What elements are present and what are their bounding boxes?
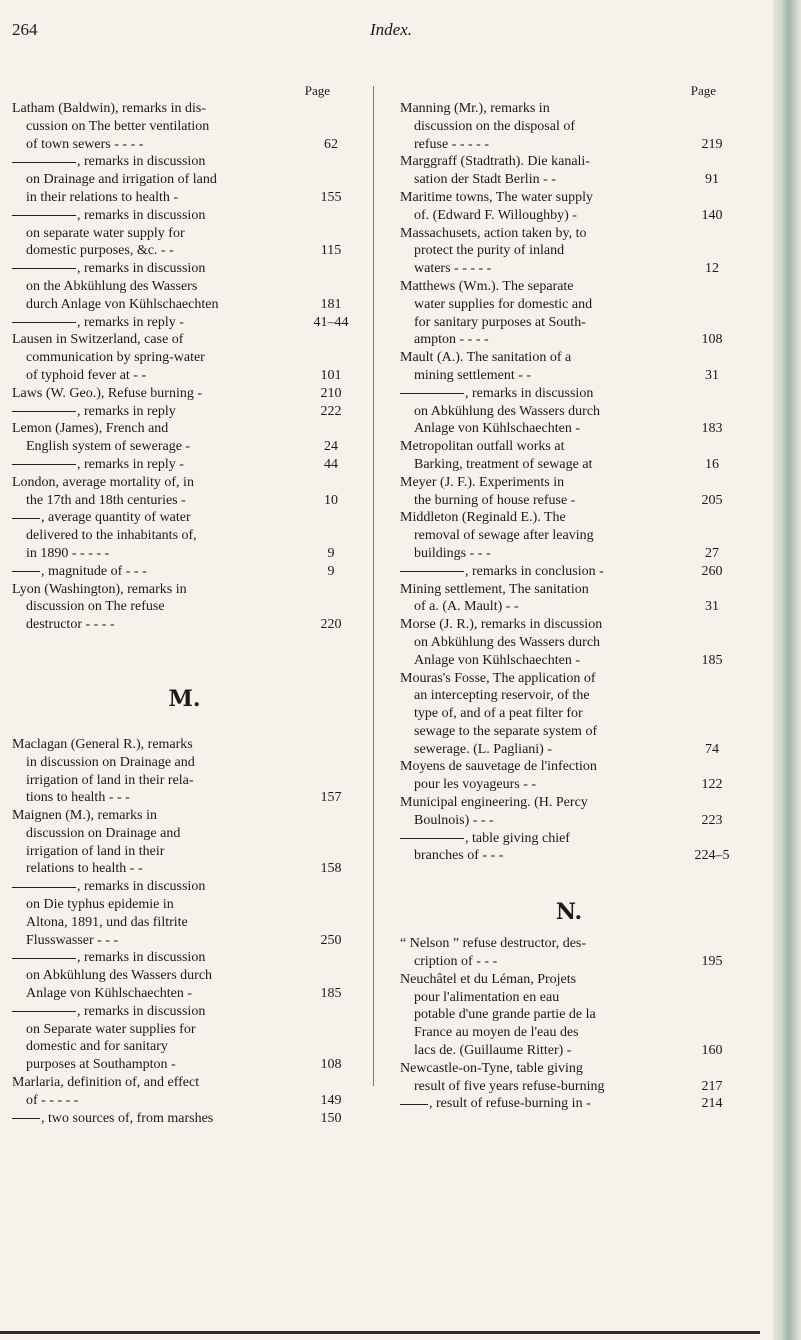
index-entry — [12, 581, 357, 634]
ditto-dash — [12, 958, 76, 959]
page-ref: 217 — [701, 1078, 723, 1094]
ditto-dash — [12, 215, 76, 216]
page-ref: 150 — [320, 1110, 342, 1126]
entry-text: Massachusets, action taken by, to — [400, 225, 587, 241]
entry-text: Marlaria, definition of, and effect — [12, 1075, 200, 1091]
entry-text: of - - - - - — [26, 1092, 79, 1108]
page-ref: 115 — [320, 243, 342, 259]
page-ref: 160 — [701, 1043, 723, 1059]
entry-text: Maignen (M.), remarks in — [12, 808, 158, 824]
page-ref: 91 — [705, 172, 719, 188]
page-ref: 205 — [701, 492, 723, 508]
ditto-dash — [12, 1011, 76, 1012]
entry-text: Lausen in Switzerland, case of — [12, 332, 184, 348]
index-entry — [12, 1003, 357, 1074]
left-column — [12, 82, 357, 1127]
entry-text: , remarks in reply - — [77, 456, 184, 472]
entry-text: Anlage von Kühlschaechten - — [414, 652, 580, 668]
entry-text: buildings - - - — [414, 545, 491, 561]
entry-text: Metropolitan outfall works at — [400, 439, 565, 455]
entry-text: of typhoid fever at - - — [26, 367, 147, 383]
page-ref: 195 — [701, 954, 723, 970]
page-ref: 44 — [324, 456, 338, 472]
entry-text: cription of - - - — [414, 954, 498, 970]
index-entry — [400, 1060, 738, 1096]
entry-text: Flusswasser - - - — [26, 932, 119, 948]
entry-text: delivered to the inhabitants of, — [26, 528, 197, 544]
entry-text: mining settlement - - — [414, 367, 532, 383]
index-entry — [12, 207, 357, 260]
index-entry — [400, 971, 738, 1060]
entry-text: of a. (A. Mault) - - — [414, 599, 519, 615]
index-entry — [12, 100, 357, 153]
entry-text: pour l'alimentation en eau — [414, 989, 560, 1005]
entry-text: Municipal engineering. (H. Percy — [400, 795, 588, 811]
entry-text: , remarks in discussion — [77, 879, 206, 895]
entry-text: potable d'une grande partie de la — [414, 1007, 596, 1023]
index-entry — [400, 385, 738, 438]
entry-text: for sanitary purposes at South- — [414, 314, 586, 330]
entry-text: in their relations to health - — [26, 189, 179, 205]
ditto-dash — [400, 838, 464, 839]
entry-text: domestic purposes, &c. - - — [26, 243, 174, 259]
entry-text: refuse - - - - - — [414, 136, 490, 152]
entry-text: destructor - - - - — [26, 617, 115, 633]
ditto-dash — [12, 411, 76, 412]
page-ref: 122 — [701, 777, 723, 793]
entry-text: discussion on the disposal of — [414, 118, 575, 134]
entry-text: , remarks in discussion — [77, 261, 206, 277]
page-ref: 185 — [701, 652, 723, 668]
entry-text: , magnitude of - - - — [41, 563, 147, 579]
entry-text: cussion on The better ventilation — [26, 118, 210, 134]
entry-text: irrigation of land in their — [26, 843, 165, 859]
entry-text: “ Nelson ” refuse destructor, des- — [400, 936, 587, 952]
page-ref: 31 — [705, 599, 719, 615]
page-ref: 250 — [320, 932, 342, 948]
page-ref: 74 — [705, 741, 719, 757]
entry-text: tions to health - - - — [26, 790, 130, 806]
page-ref: 183 — [701, 421, 723, 437]
bottom-rule — [0, 1331, 760, 1334]
ditto-dash — [12, 1118, 40, 1119]
index-entry — [12, 260, 357, 313]
entry-text: on the Abkühlung des Wassers — [26, 278, 198, 294]
entry-text: sewage to the separate system of — [414, 723, 598, 739]
ditto-dash — [400, 571, 464, 572]
entry-text: Latham (Baldwin), remarks in dis- — [12, 101, 207, 116]
entry-text: France au moyen de l'eau des — [414, 1025, 579, 1041]
page-ref: 157 — [320, 790, 342, 806]
page-ref: 210 — [320, 385, 342, 401]
index-entry — [12, 314, 357, 332]
index-entry — [12, 509, 357, 562]
entry-text: , two sources of, from marshes — [41, 1110, 214, 1126]
page-edge-shadow — [773, 0, 801, 1340]
page-ref: 155 — [320, 189, 342, 205]
entry-text: , remarks in discussion — [77, 1003, 206, 1019]
index-entry — [12, 456, 357, 474]
ditto-dash — [400, 393, 464, 394]
index-entry — [400, 278, 738, 349]
page-ref: 223 — [701, 812, 723, 828]
entries-m — [12, 736, 357, 1128]
entry-text: Moyens de sauvetage de l'infection — [400, 759, 597, 775]
page-ref: 27 — [705, 545, 719, 561]
page-column-label: Page — [304, 83, 330, 98]
page-ref: 41–44 — [313, 314, 349, 330]
entry-text: , remarks in reply - — [77, 314, 184, 330]
index-entry — [12, 949, 357, 1002]
entry-text: Morse (J. R.), remarks in discussion — [400, 617, 603, 633]
ditto-dash — [12, 571, 40, 572]
index-entry — [400, 830, 738, 866]
entry-text: an intercepting reservoir, of the — [414, 688, 590, 704]
ditto-dash — [400, 1104, 428, 1105]
entry-text: Manning (Mr.), remarks in — [400, 101, 550, 116]
page-ref: 9 — [327, 545, 335, 561]
index-entry — [400, 509, 738, 562]
entry-text: Marggraff (Stadtrath). Die kanali- — [400, 154, 590, 170]
page-ref: 181 — [320, 296, 342, 312]
entry-text: Neuchâtel et du Léman, Projets — [400, 971, 577, 987]
entry-text: , remarks in conclusion - — [465, 563, 604, 579]
entry-text: on Abkühlung des Wassers durch — [26, 968, 213, 984]
entry-text: ampton - - - - — [414, 332, 489, 348]
page-ref: 108 — [701, 332, 723, 348]
entry-text: Maritime towns, The water supply — [400, 189, 593, 205]
entry-text: the burning of house refuse - — [414, 492, 576, 508]
page-ref: 16 — [705, 456, 719, 472]
entry-text: Lyon (Washington), remarks in — [12, 581, 187, 597]
entry-text: branches of - - - — [414, 848, 504, 864]
entry-text: Matthews (Wm.). The separate — [400, 278, 574, 294]
entry-text: on Drainage and irrigation of land — [26, 172, 217, 188]
entry-text: , average quantity of water — [41, 510, 191, 526]
entry-text: Altona, 1891, und das filtrite — [26, 914, 188, 930]
entry-text: Laws (W. Geo.), Refuse burning - — [12, 385, 202, 401]
entry-text: Boulnois) - - - — [414, 812, 494, 828]
index-entry — [400, 474, 738, 510]
entry-text: removal of sewage after leaving — [414, 528, 594, 544]
entry-text: Lemon (James), French and — [12, 421, 169, 437]
entry-text: domestic and for sanitary — [26, 1039, 168, 1055]
entry-text: type of, and of a peat filter for — [414, 706, 583, 722]
entry-text: Mault (A.). The sanitation of a — [400, 350, 572, 366]
index-entry — [12, 563, 357, 581]
entry-text: English system of sewerage - — [26, 439, 191, 455]
page-ref: 149 — [320, 1092, 342, 1108]
entry-text: discussion on The refuse — [26, 599, 165, 615]
index-entry — [12, 474, 357, 510]
entry-text: in 1890 - - - - - — [26, 545, 110, 561]
index-entry — [400, 935, 738, 971]
entry-text: Meyer (J. F.). Experiments in — [400, 474, 565, 490]
index-entry — [400, 758, 738, 794]
index-entry — [400, 153, 738, 189]
page-ref: 24 — [324, 439, 338, 455]
ditto-dash — [12, 887, 76, 888]
entry-text: communication by spring-water — [26, 350, 205, 366]
entry-text: sation der Stadt Berlin - - — [414, 172, 556, 188]
index-entry — [400, 563, 738, 581]
index-entry — [12, 331, 357, 384]
page-number: 264 — [12, 20, 38, 39]
index-entry — [12, 153, 357, 206]
page-ref: 101 — [320, 367, 342, 383]
entry-text: the 17th and 18th centuries - — [26, 492, 186, 508]
entry-text: Mining settlement, The sanitation — [400, 581, 589, 597]
entry-text: Newcastle-on-Tyne, table giving — [400, 1060, 583, 1076]
index-entry — [12, 403, 357, 421]
ditto-dash — [12, 518, 40, 519]
index-entry — [400, 438, 738, 474]
entry-text: protect the purity of inland — [414, 243, 565, 259]
index-entry — [12, 385, 357, 403]
entry-text: irrigation of land in their rela- — [26, 772, 194, 788]
entry-text: purposes at Southampton - — [26, 1057, 176, 1073]
index-entry — [400, 189, 738, 225]
page-ref: 108 — [320, 1057, 342, 1073]
index-entry — [400, 1095, 738, 1113]
page-column-label: Page — [690, 83, 716, 98]
index-entry — [12, 1110, 357, 1128]
section-letter-m: M. — [168, 685, 201, 712]
page-ref: 158 — [320, 861, 342, 877]
right-column — [400, 82, 738, 1113]
entries-l — [12, 100, 357, 634]
index-entry — [12, 420, 357, 456]
index-entry — [400, 670, 738, 759]
page-ref: 9 — [327, 563, 335, 579]
section-letter-n: N. — [555, 899, 583, 926]
index-entry — [12, 736, 357, 807]
entry-text: , remarks in discussion — [77, 207, 206, 223]
page-ref: 260 — [701, 563, 723, 579]
page-ref: 214 — [701, 1096, 723, 1112]
page-ref: 224–5 — [694, 848, 730, 864]
index-entry — [12, 807, 357, 878]
index-entry — [12, 1074, 357, 1110]
entry-text: Barking, treatment of sewage at — [414, 456, 593, 472]
entry-text: pour les voyageurs - - — [414, 777, 537, 793]
ditto-dash — [12, 464, 76, 465]
index-entry — [400, 100, 738, 153]
entry-text: in discussion on Drainage and — [26, 754, 195, 770]
page-ref: 140 — [701, 207, 723, 223]
entry-text: London, average mortality of, in — [12, 474, 194, 490]
entry-text: discussion on Drainage and — [26, 825, 181, 841]
ditto-dash — [12, 322, 76, 323]
page-ref: 62 — [324, 136, 338, 152]
page-ref: 219 — [701, 136, 723, 152]
entry-text: , remarks in discussion — [77, 950, 206, 966]
entry-text: on Abkühlung des Wassers durch — [414, 403, 601, 419]
index-entry — [12, 878, 357, 949]
entry-text: Anlage von Kühlschaechten - — [414, 421, 580, 437]
page-ref: 185 — [320, 986, 342, 1002]
entry-text: Mouras's Fosse, The application of — [400, 670, 596, 686]
entry-text: Middleton (Reginald E.). The — [400, 510, 566, 526]
entry-text: sewerage. (L. Pagliani) - — [414, 741, 552, 757]
entry-text: lacs de. (Guillaume Ritter) - — [414, 1043, 572, 1059]
entry-text: relations to health - - — [26, 861, 143, 877]
entry-text: on separate water supply for — [26, 225, 185, 241]
ditto-dash — [12, 268, 76, 269]
entry-text: waters - - - - - — [414, 261, 492, 277]
entry-text: , result of refuse-burning in - — [429, 1096, 591, 1112]
column-divider — [373, 86, 374, 1086]
page-ref: 10 — [324, 492, 338, 508]
index-entry — [400, 349, 738, 385]
page-title: Index. — [370, 20, 413, 39]
entry-text: durch Anlage von Kühlschaechten — [26, 296, 219, 312]
entry-text: , remarks in reply — [77, 403, 176, 419]
entry-text: Anlage von Kühlschaechten - — [26, 986, 192, 1002]
entries-m-cont — [400, 100, 738, 865]
ditto-dash — [12, 162, 76, 163]
page-ref: 12 — [705, 261, 719, 277]
entry-text: , table giving chief — [465, 830, 570, 846]
page-ref: 31 — [705, 367, 719, 383]
entry-text: Maclagan (General R.), remarks — [12, 736, 193, 752]
index-entry — [400, 794, 738, 830]
entry-text: on Separate water supplies for — [26, 1021, 196, 1037]
page-ref: 222 — [320, 403, 342, 419]
entries-n — [400, 935, 738, 1113]
index-entry — [400, 225, 738, 278]
entry-text: of. (Edward F. Willoughby) - — [414, 207, 577, 223]
entry-text: , remarks in discussion — [77, 154, 206, 170]
index-entry — [400, 581, 738, 617]
page-ref: 220 — [320, 617, 342, 633]
entry-text: result of five years refuse-burning — [414, 1078, 605, 1094]
entry-text: on Abkühlung des Wassers durch — [414, 634, 601, 650]
entry-text: of town sewers - - - - — [26, 136, 144, 152]
index-entry — [400, 616, 738, 669]
entry-text: water supplies for domestic and — [414, 296, 593, 312]
entry-text: , remarks in discussion — [465, 385, 594, 401]
entry-text: on Die typhus epidemie in — [26, 897, 174, 913]
